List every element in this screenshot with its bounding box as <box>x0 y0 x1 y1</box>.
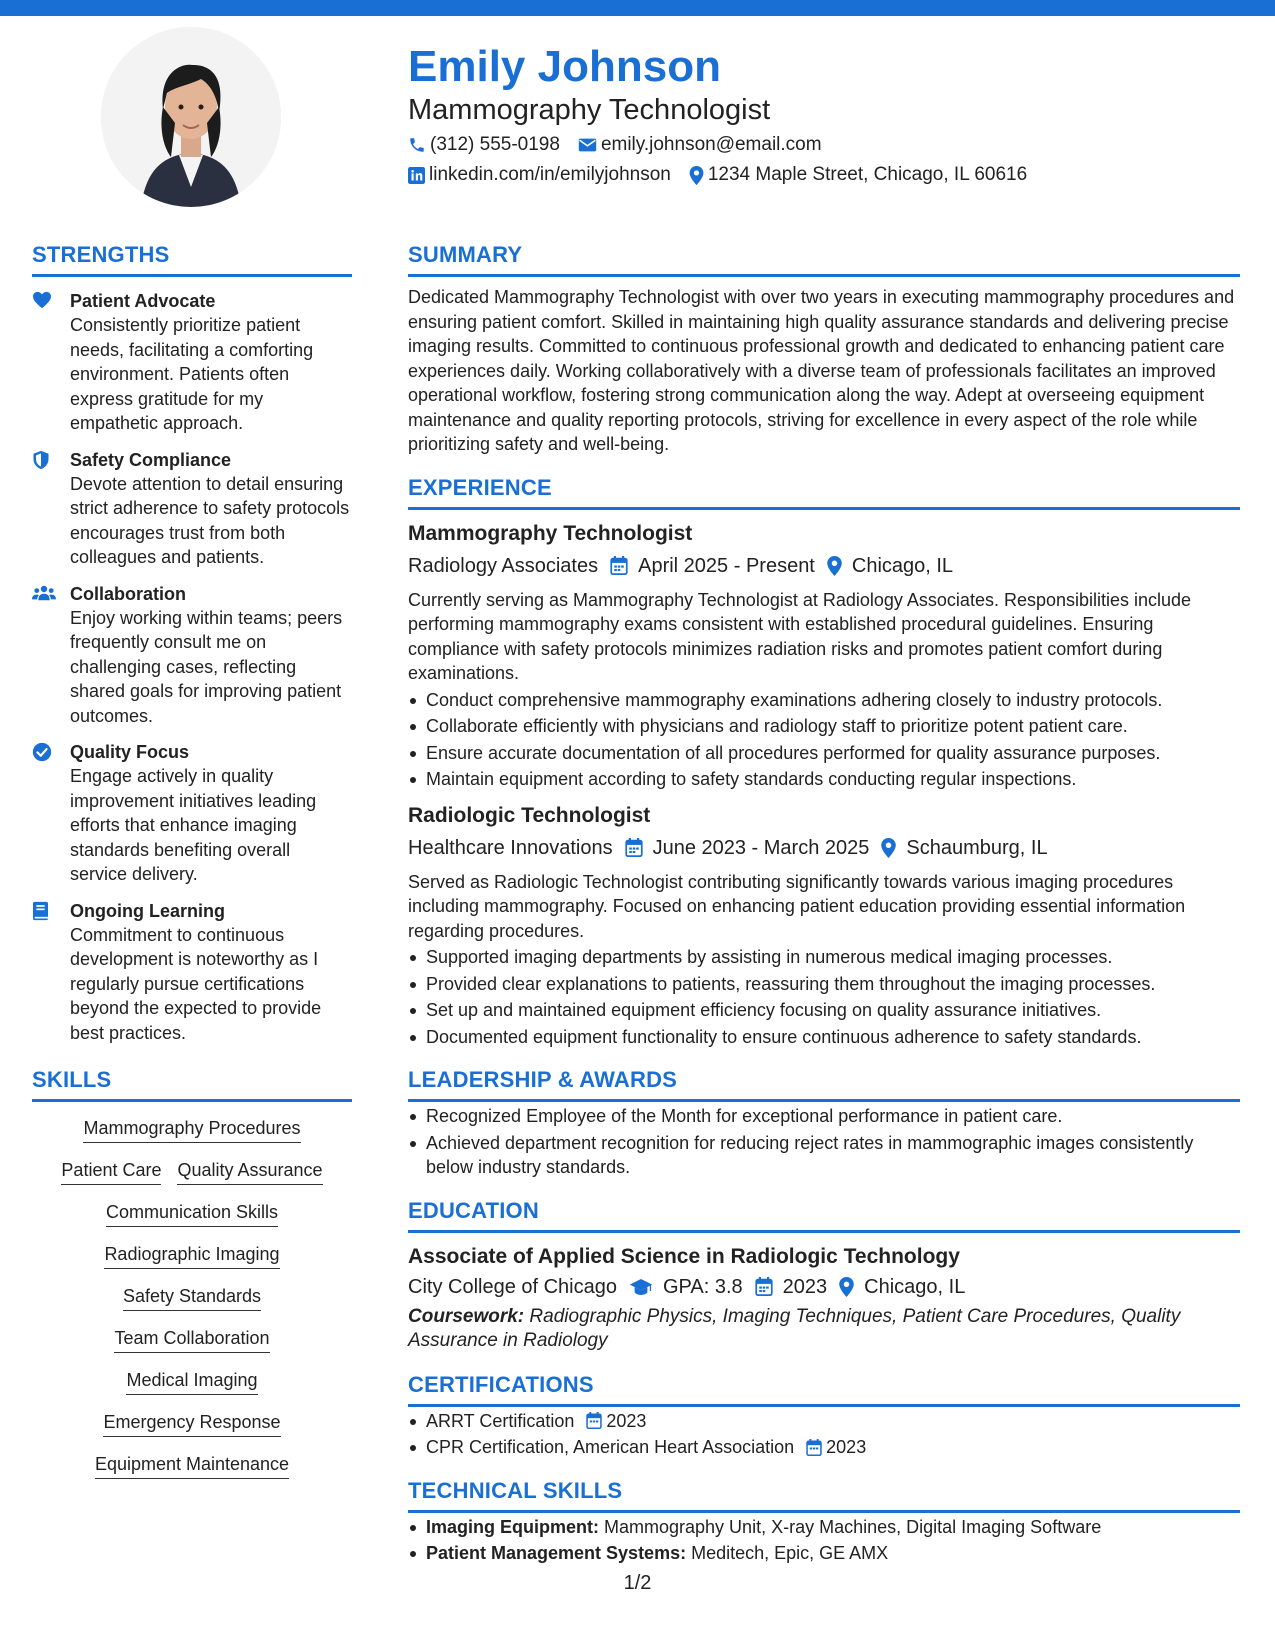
heart-icon <box>32 291 52 309</box>
phone-text: (312) 555-0198 <box>430 134 560 155</box>
strength-item <box>32 289 352 436</box>
strength-desc: Devote attention to detail ensuring strict adherence to safety protocols encourages trust from both colleagues and patients. <box>70 473 350 567</box>
degree-title: Associate of Applied Science in Radiologic Technology <box>408 1244 960 1268</box>
bullet-item: Supported imaging departments by assisting in numerous medical imaging processes. <box>408 945 1240 970</box>
job-entry <box>408 520 1240 792</box>
skills-list <box>32 1116 352 1479</box>
summary-section <box>408 242 1240 457</box>
certification-item <box>408 1409 1240 1434</box>
strength-item <box>32 899 352 1046</box>
strength-title: Patient Advocate <box>70 291 216 311</box>
skill-tag: Radiographic Imaging <box>104 1242 279 1269</box>
certifications-list <box>408 1409 1240 1460</box>
location-pin-icon <box>827 556 842 576</box>
coursework-text: Radiographic Physics, Imaging Techniques, Patient Care Procedures, Quality Assurance in Radiology <box>408 1305 1181 1351</box>
bullet-item: Achieved department recognition for reducing reject rates in mammographic images consistently below industry standards. <box>408 1131 1240 1180</box>
location-pin-icon <box>881 838 896 858</box>
calendar-icon <box>755 1277 773 1296</box>
experience-section <box>408 475 1240 1050</box>
job-title: Mammography Technologist <box>408 521 693 545</box>
certifications-section <box>408 1372 1240 1460</box>
calendar-icon <box>625 838 643 857</box>
gpa <box>629 1273 743 1301</box>
job-title: Radiologic Technologist <box>408 803 651 827</box>
candidate-title: Mammography Technologist <box>408 94 771 126</box>
experience-heading: EXPERIENCE <box>408 475 1240 510</box>
strength-item <box>32 582 352 729</box>
location-pin-icon <box>689 166 704 185</box>
job-bullets <box>408 945 1240 1049</box>
strength-desc: Consistently prioritize patient needs, facilitating a comforting environment. Patients often express gratitude for my empathetic approach. <box>70 315 314 433</box>
location-text: Chicago, IL <box>851 554 954 577</box>
shield-icon <box>32 450 50 470</box>
graduation-year <box>755 1273 828 1301</box>
job-company: Radiology Associates <box>408 554 599 577</box>
coursework-label: Coursework: <box>408 1305 525 1327</box>
linkedin-text: linkedin.com/in/emilyjohnson <box>429 164 671 185</box>
skill-tag: Equipment Maintenance <box>95 1452 289 1479</box>
strength-desc: Enjoy working within teams; peers frequently consult me on challenging cases, reflecting shared goals for improving patient outcomes. <box>70 607 343 726</box>
job-description: Currently serving as Mammography Technologist at Radiology Associates. Responsibilities include performing mammography exams consistent with established procedural guidelines. Ensuring compliance with safety protocols minimizes radiation risks and promotes patient comfort during examinations. <box>408 589 1192 683</box>
job-location <box>881 834 1047 862</box>
job-location <box>827 552 953 580</box>
skill-tag: Team Collaboration <box>114 1326 269 1353</box>
technical-skill-value: Meditech, Epic, GE AMX <box>691 1543 889 1563</box>
technical-skills-list <box>408 1515 1240 1566</box>
skill-tag: Quality Assurance <box>177 1158 322 1185</box>
location-pin-icon <box>839 1277 854 1297</box>
job-bullets <box>408 688 1240 792</box>
certifications-heading: CERTIFICATIONS <box>408 1372 1240 1407</box>
skills-heading: SKILLS <box>32 1067 352 1102</box>
page-number: 1/2 <box>623 1572 652 1594</box>
bullet-item: Documented equipment functionality to ensure continuous adherence to safety standards. <box>408 1025 1240 1050</box>
school-name: City College of Chicago <box>408 1275 617 1298</box>
contact-address <box>689 164 1027 186</box>
bullet-item: Set up and maintained equipment efficiency focusing on quality assurance initiatives. <box>408 998 1240 1023</box>
skill-tag: Patient Care <box>61 1158 161 1185</box>
year-text: 2023 <box>782 1275 828 1298</box>
strength-title: Collaboration <box>70 583 186 604</box>
job-company: Healthcare Innovations <box>408 836 613 859</box>
leadership-heading: LEADERSHIP & AWARDS <box>408 1067 1240 1102</box>
strength-title: Ongoing Learning <box>70 900 225 921</box>
address-text: 1234 Maple Street, Chicago, IL 60616 <box>707 164 1028 185</box>
leadership-section <box>408 1067 1240 1180</box>
dates-text: April 2025 - Present <box>638 554 815 577</box>
bullet-item: Collaborate efficiently with physicians and radiology staff to prioritize potent patient care. <box>408 714 1240 739</box>
strengths-heading: STRENGTHS <box>32 242 352 277</box>
calendar-icon <box>586 1412 602 1429</box>
bullet-item: Ensure accurate documentation of all procedures performed for quality assurance purposes. <box>408 741 1240 766</box>
leadership-list <box>408 1104 1240 1180</box>
job-entry <box>408 802 1240 1050</box>
skill-tag: Emergency Response <box>103 1410 280 1437</box>
strength-title: Quality Focus <box>70 742 190 762</box>
technical-skill-item <box>408 1541 1240 1566</box>
certification-item <box>408 1435 1240 1460</box>
technical-skill-label: Patient Management Systems: <box>426 1543 687 1563</box>
location-text: Schaumburg, IL <box>906 836 1048 859</box>
education-meta <box>408 1273 1240 1301</box>
strength-desc: Engage actively in quality improvement initiatives leading efforts that enhance imaging standards benefiting overall service delivery. <box>70 766 317 884</box>
calendar-icon <box>806 1439 822 1456</box>
bullet-item: Conduct comprehensive mammography examinations adhering closely to industry protocols. <box>408 688 1240 713</box>
contact-email[interactable] <box>578 134 822 156</box>
candidate-name: Emily Johnson <box>408 42 721 91</box>
certification-name: CPR Certification, American Heart Association <box>426 1437 795 1457</box>
skill-tag: Communication Skills <box>106 1200 278 1227</box>
job-meta <box>408 834 1240 862</box>
contact-row-1 <box>408 134 840 156</box>
skill-tag: Mammography Procedures <box>83 1116 300 1143</box>
left-column <box>32 242 352 1479</box>
right-column <box>408 242 1240 1566</box>
job-dates <box>610 552 815 580</box>
bullet-item: Maintain equipment according to safety standards conducting regular inspections. <box>408 767 1240 792</box>
technical-skill-item <box>408 1515 1240 1540</box>
linkedin-icon <box>408 167 425 184</box>
email-text: emily.johnson@email.com <box>600 134 822 155</box>
calendar-icon <box>610 556 628 575</box>
phone-icon <box>408 136 426 154</box>
strength-title: Safety Compliance <box>70 449 232 470</box>
graduation-cap-icon <box>629 1278 653 1296</box>
certification-name: ARRT Certification <box>426 1410 575 1431</box>
strength-item <box>32 740 352 887</box>
top-accent-bar <box>0 0 1275 16</box>
envelope-icon <box>578 137 597 153</box>
job-description: Served as Radiologic Technologist contributing significantly towards various imaging procedures including mammography. Focused on enhancing patient education providing essential information regarding procedures. <box>408 871 1186 941</box>
gpa-text: GPA: 3.8 <box>663 1275 743 1298</box>
summary-heading: SUMMARY <box>408 242 1240 277</box>
people-group-icon <box>32 584 56 602</box>
skill-tag: Safety Standards <box>123 1284 261 1311</box>
contact-row-2 <box>408 164 1045 186</box>
dates-text: June 2023 - March 2025 <box>652 836 870 859</box>
technical-skill-value: Mammography Unit, X-ray Machines, Digital Imaging Software <box>604 1516 1102 1537</box>
profile-photo <box>101 27 281 207</box>
certification-year: 2023 <box>826 1437 867 1457</box>
summary-text: Dedicated Mammography Technologist with over two years in executing mammography procedures and ensuring patient comfort. Skilled in maintaining high quality assurance standards and delivering precise imaging results. Committed to continuous professional growth and dedicated to enhancing patient care experiences daily. Working collaboratively with a diverse team of professionals facilitates an improved operational workflow, fostering strong communication along the way. Adept at overseeing equipment maintenance and quality reporting protocols, striving for excellence in every aspect of the role while prioritizing safety and well-being. <box>408 287 1235 454</box>
coursework <box>408 1305 1240 1354</box>
education-location <box>839 1273 965 1301</box>
education-heading: EDUCATION <box>408 1198 1240 1233</box>
technical-skill-label: Imaging Equipment: <box>426 1516 599 1537</box>
bullet-item: Recognized Employee of the Month for exceptional performance in patient care. <box>408 1104 1240 1129</box>
certification-year: 2023 <box>606 1410 647 1431</box>
technical-skills-section <box>408 1478 1240 1566</box>
technical-skills-heading: TECHNICAL SKILLS <box>408 1478 1240 1513</box>
contact-linkedin[interactable] <box>408 164 671 186</box>
contact-phone[interactable] <box>408 134 560 156</box>
strength-desc: Commitment to continuous development is noteworthy as I regularly pursue certifications beyond the expected to provide best practices. <box>70 924 322 1043</box>
job-meta <box>408 552 1240 580</box>
skill-tag: Medical Imaging <box>126 1368 257 1395</box>
book-icon <box>32 901 49 921</box>
strength-item <box>32 448 352 570</box>
job-dates <box>625 834 870 862</box>
bullet-item: Provided clear explanations to patients, reassuring them throughout the imaging processes. <box>408 972 1240 997</box>
location-text: Chicago, IL <box>864 1275 966 1298</box>
check-circle-icon <box>32 742 52 762</box>
education-section <box>408 1198 1240 1354</box>
